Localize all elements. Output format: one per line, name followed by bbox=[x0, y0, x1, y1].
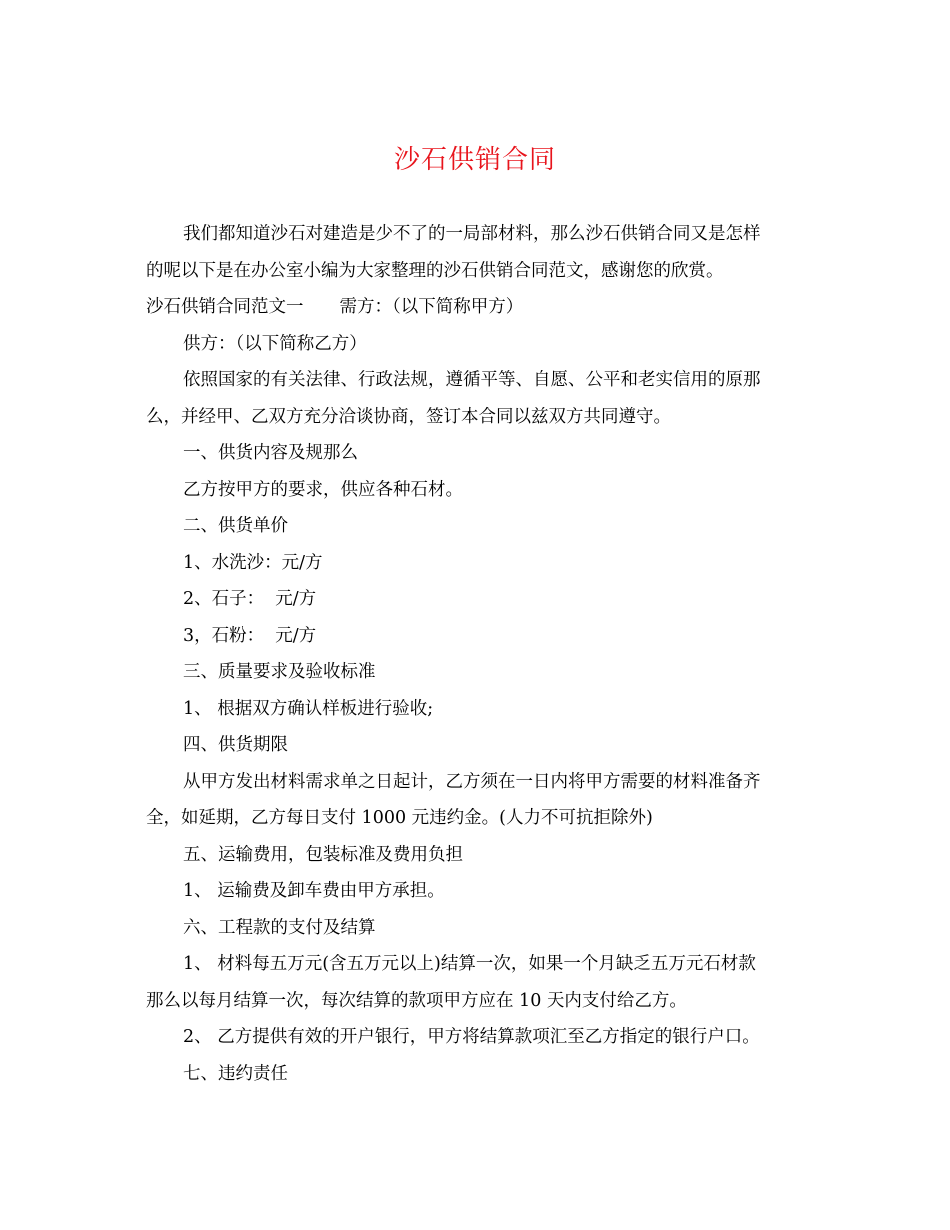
section-4-line-1: 从甲方发出材料需求单之日起计，乙方须在一日内将甲方需要的材料准备齐 bbox=[183, 771, 761, 792]
intro-line-2: 的呢以下是在办公室小编为大家整理的沙石供销合同范文，感谢您的欣赏。 bbox=[146, 260, 724, 281]
section-6-item-1-line-2: 那么以每月结算一次，每次结算的款项甲方应在 10 天内支付给乙方。 bbox=[146, 990, 687, 1011]
section-6-item-2: 2、 乙方提供有效的开户银行，甲方将结算款项汇至乙方指定的银行户口。 bbox=[183, 1027, 760, 1047]
basis-line-1: 依照国家的有关法律、行政法规，遵循平等、自愿、公平和老实信用的原那 bbox=[183, 370, 761, 390]
supplier-line: 供方：（以下简称乙方） bbox=[183, 333, 367, 354]
section-1-paragraph: 乙方按甲方的要求，供应各种石材。 bbox=[183, 479, 463, 500]
section-2-item-3: 3，石粉： 元/方 bbox=[183, 625, 317, 646]
sample-label: 沙石供销合同范文一 bbox=[146, 297, 304, 317]
section-5-item-1: 1、 运输费及卸车费由甲方承担。 bbox=[183, 881, 445, 901]
section-6-heading: 六、工程款的支付及结算 bbox=[183, 917, 376, 938]
section-4-heading: 四、供货期限 bbox=[183, 735, 288, 755]
section-2-item-2: 2、石子： 元/方 bbox=[183, 589, 317, 609]
section-5-heading: 五、运输费用，包装标准及费用负担 bbox=[183, 844, 463, 865]
section-7-heading: 七、违约责任 bbox=[183, 1063, 288, 1084]
section-2-heading: 二、供货单价 bbox=[183, 516, 288, 536]
buyer-line: 需方：（以下简称甲方） bbox=[339, 297, 524, 317]
basis-line-2: 么，并经甲、乙双方充分洽谈协商，签订本合同以兹双方共同遵守。 bbox=[146, 406, 671, 427]
document-body bbox=[146, 216, 806, 1092]
section-6-item-1-line-1: 1、 材料每五万元(含五万元以上)结算一次，如果一个月缺乏五万元石材款 bbox=[183, 954, 756, 974]
sample-heading-line bbox=[146, 289, 806, 326]
section-3-item-1: 1、 根据双方确认样板进行验收; bbox=[183, 698, 434, 719]
document-title: 沙石供销合同 bbox=[393, 145, 556, 175]
section-3-heading: 三、质量要求及验收标准 bbox=[183, 662, 376, 682]
section-1-heading: 一、供货内容及规那么 bbox=[183, 443, 358, 463]
section-2-item-1: 1、水洗沙：元/方 bbox=[183, 552, 323, 573]
intro-line-1: 我们都知道沙石对建造是少不了的一局部材料，那么沙石供销合同又是怎样 bbox=[183, 224, 761, 244]
section-4-line-2: 全，如延期，乙方每日支付 1000 元违约金。(人力不可抗拒除外) bbox=[146, 808, 653, 828]
